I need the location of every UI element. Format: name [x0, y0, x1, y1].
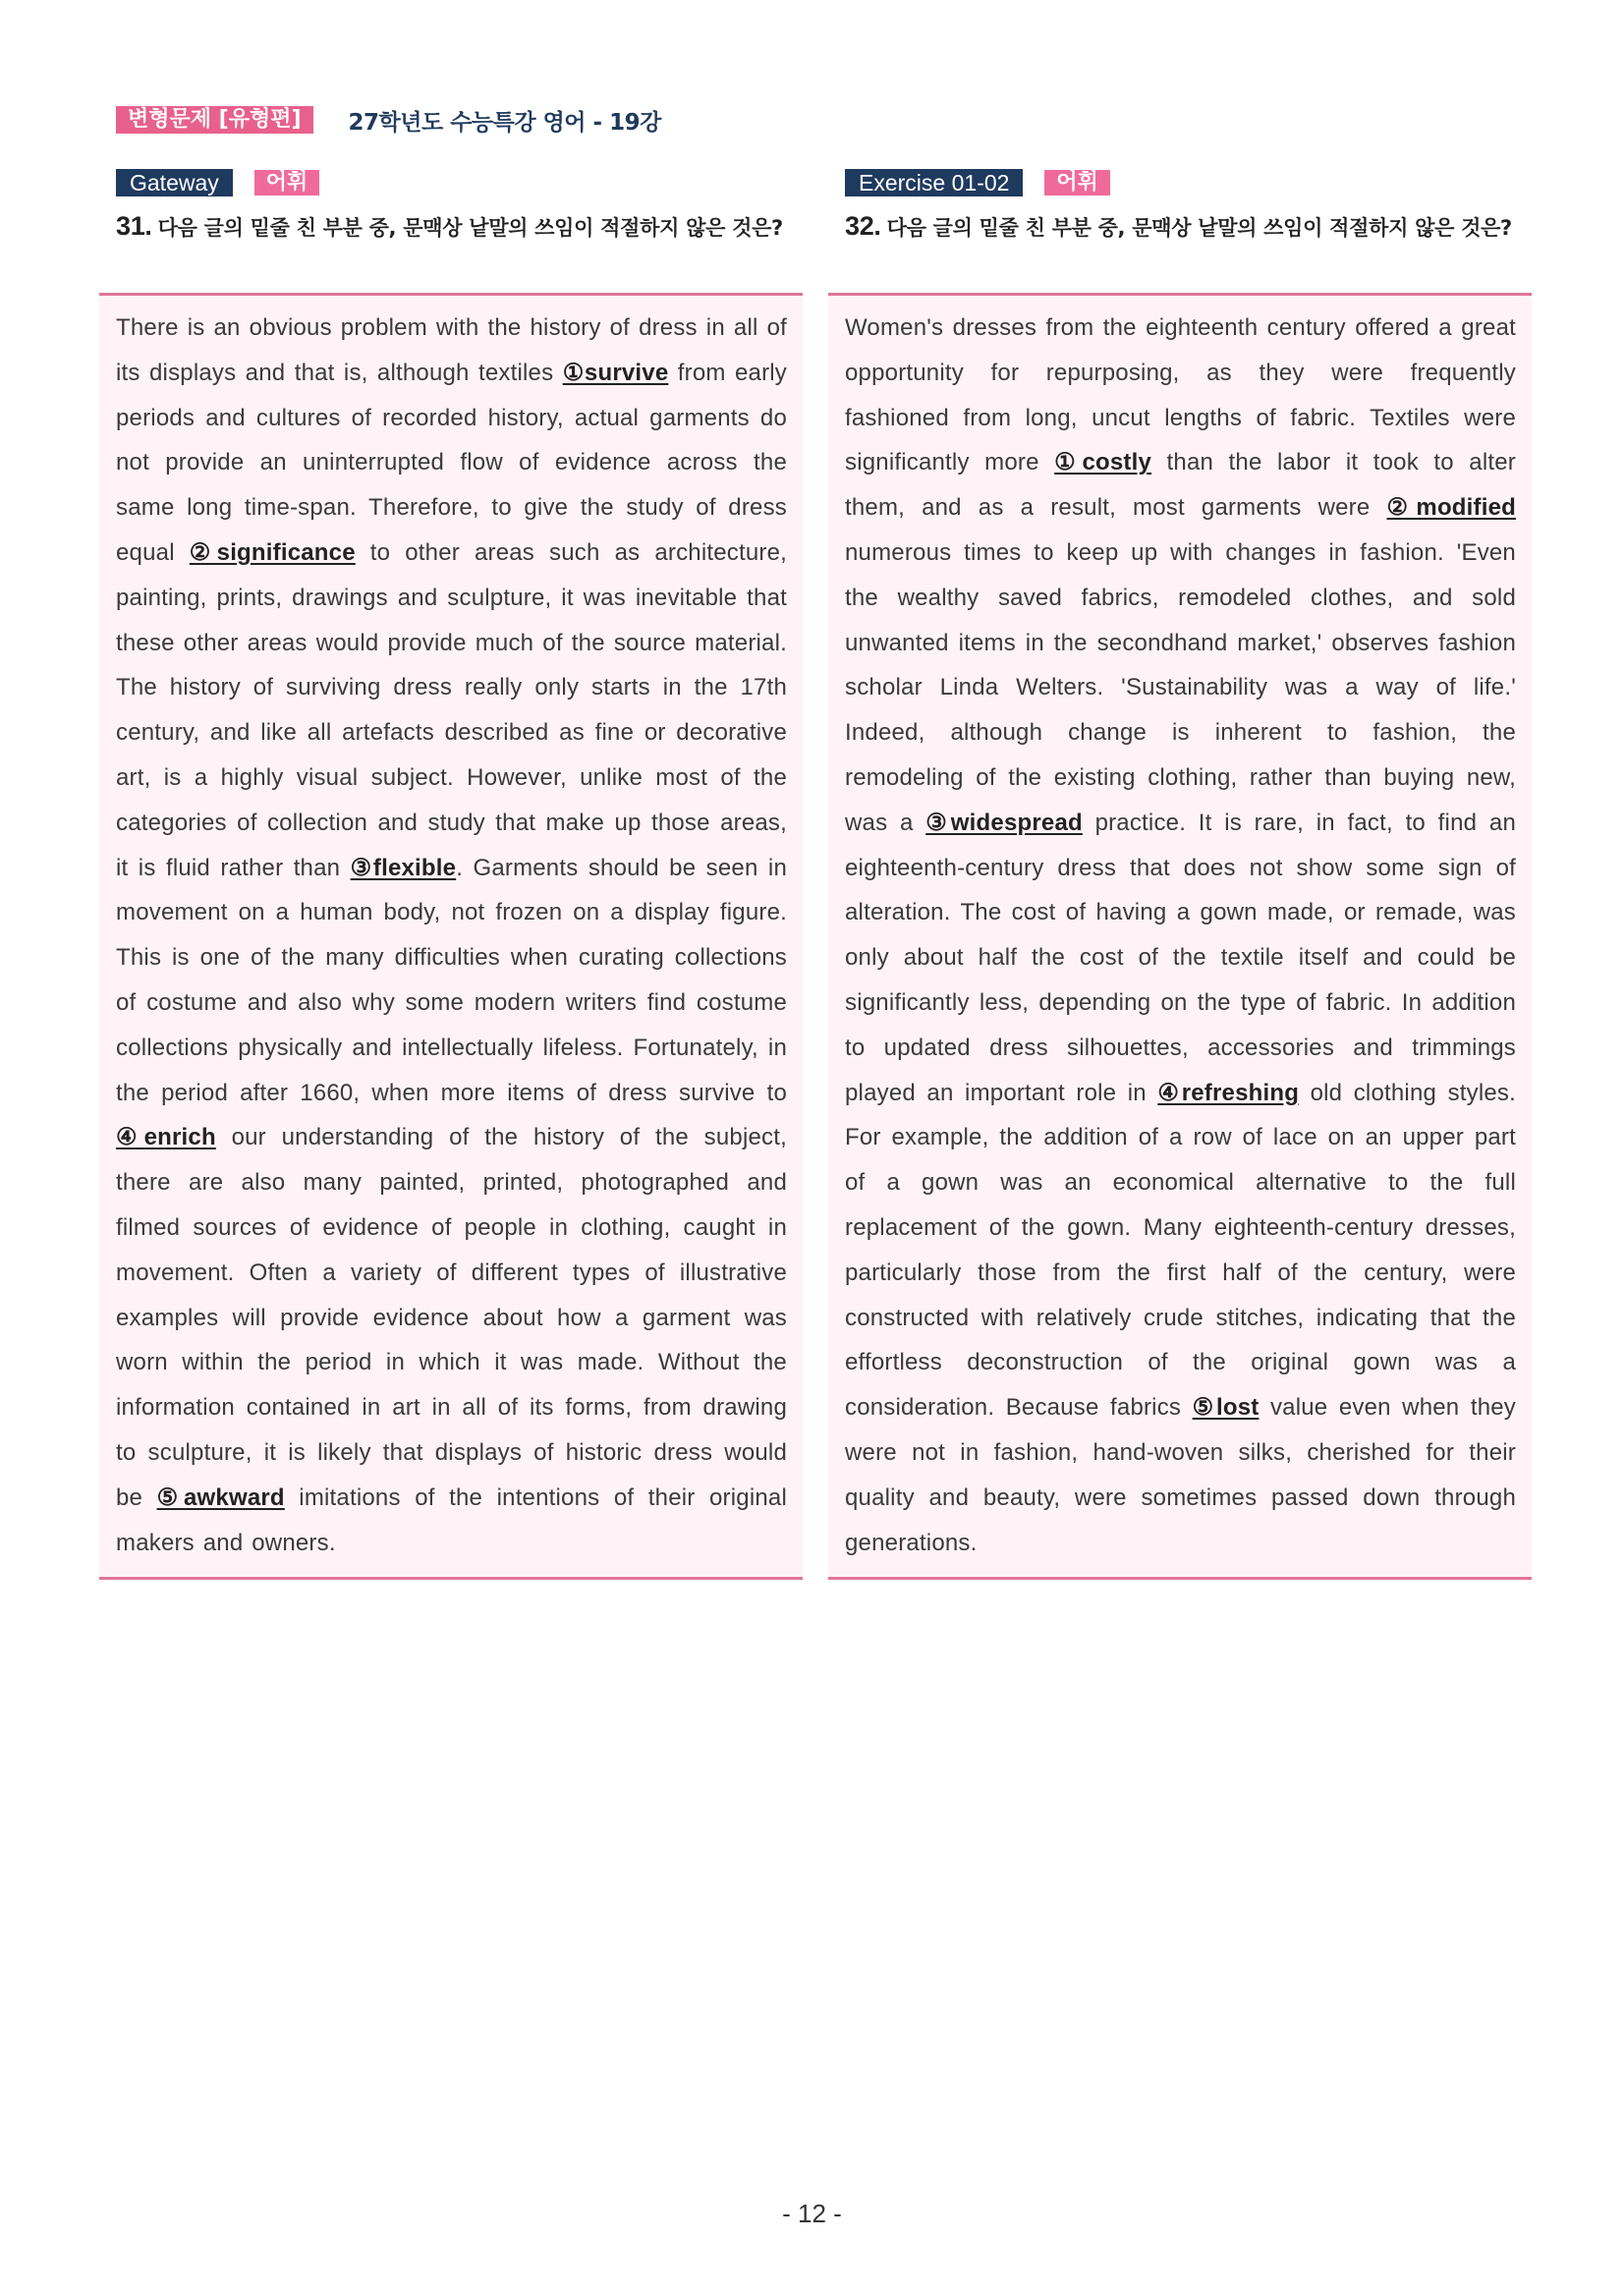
passage-text: to other areas such as architecture, painting, prints, drawings and sculpture, it was inevitable that these other areas would provide much of the source material. The history of surviving dress really only starts in the 17th century, and like all artefacts described as fine or decorative art, is a highly visual subject. However, unlike most of the categories of collection and study that make up those areas, it is fluid rather than: [116, 538, 788, 881]
question-32: [828, 208, 1532, 283]
underlined-word-4: ④refreshing: [1157, 1079, 1300, 1106]
header-tag: 변형문제 [유형편]: [116, 106, 313, 134]
passage-31: [99, 296, 803, 1577]
passage-text: from early periods and cultures of recorded history, actual garments do not provide an uninterrupted flow of evidence across the same long time-span. Therefore, to give the study of dress equal: [116, 359, 787, 566]
underlined-word-2: ②significance: [189, 538, 356, 566]
right-column: [828, 169, 1532, 1580]
question-31: [99, 208, 803, 283]
vocab-tag: 어휘: [1044, 170, 1110, 196]
bottom-divider: [99, 1577, 803, 1580]
underlined-word-1: ①survive: [562, 359, 669, 386]
gateway-tag: Gateway: [116, 169, 233, 196]
underlined-word-1: ①costly: [1054, 449, 1152, 476]
left-tags: [99, 169, 803, 196]
bottom-divider: [828, 1577, 1532, 1580]
right-tags: [828, 169, 1532, 196]
underlined-word-5: ⑤lost: [1192, 1394, 1260, 1422]
passage-text: imitations of the intentions of their original makers and owners.: [116, 1484, 787, 1556]
passage-text: practice. It is rare, in fact, to find an eighteenth-century dress that does not show some sign of alteration. The cost of having a gown made, or remade, was only about half the cost of the textile itself and could be significantly less, depending on the type of fabric. In addition to updated dress silhouettes, accessories and trimmings played an important role in: [845, 809, 1516, 1106]
page-header: [116, 104, 661, 136]
passage-text: numerous times to keep up with changes in fashion. 'Even the wealthy saved fabrics, remodeled clothes, and sold unwanted items in the secondhand market,' observes fashion scholar Linda Welters. 'Sustainability was a way of life.' Indeed, although change is inherent to fashion, the remodeling of the existing clothing, rather than buying new, was a: [845, 538, 1516, 836]
page-number: - 12 -: [782, 2199, 842, 2228]
underlined-word-3: ③widespread: [925, 809, 1083, 836]
passage-text: value even when they were not in fashion, hand-woven silks, cherished for their quality and beauty, were sometimes passed down through generations.: [845, 1394, 1517, 1556]
passage-text: . Garments should be seen in movement on a human body, not frozen on a display figure. This is one of the many difficulties when curating collections of costume and also why some modern writers find costume collections physically and intellectually lifeless. Fortunately, in the period after 1660, when more items of dress survive to: [116, 854, 788, 1106]
question-text: 다음 글의 밑줄 친 부분 중, 문맥상 낱말의 쓰임이 적절하지 않은 것은?: [886, 216, 1512, 240]
passage-text: our understanding of the history of the subject, there are also many painted, printed, photographed and filmed sources of evidence of people in clothing, caught in movement. Often a variety of different types of illustrative examples will provide evidence about how a garment was worn within the period in which it was made. Without the information contained in art in all of its forms, from drawing to sculpture, it is likely that displays of historic dress would be: [116, 1124, 787, 1511]
exercise-tag: Exercise 01-02: [845, 169, 1023, 196]
passage-text: There is an obvious problem with the history of dress in all of its displays and that is, although textiles: [116, 314, 787, 386]
header-title: 27학년도 수능특강 영어 - 19강: [348, 109, 661, 136]
underlined-word-5: ⑤awkward: [156, 1484, 285, 1511]
left-column: [99, 169, 803, 1580]
question-number: 31.: [116, 211, 152, 241]
underlined-word-2: ②modified: [1386, 494, 1517, 522]
passage-text: Women's dresses from the eighteenth century offered a great opportunity for repurposing, as they were frequently fashioned from long, uncut lengths of fabric. Textiles were significantly more: [845, 314, 1516, 476]
passage-text: than the labor it took to alter them, and as a result, most garments were: [845, 449, 1516, 522]
underlined-word-3: ③flexible: [350, 854, 457, 881]
underlined-word-4: ④enrich: [116, 1124, 216, 1151]
passage-text: old clothing styles. For example, the addition of a row of lace on an upper part of a gown was an economical alternative to the full replacement of the gown. Many eighteenth-century dresses, particularly those from the first half of the century, were constructed with relatively crude stitches, indicating that the effortless deconstruction of the original gown was a consideration. Because fabrics: [845, 1079, 1516, 1422]
question-number: 32.: [845, 211, 881, 241]
question-text: 다음 글의 밑줄 친 부분 중, 문맥상 낱말의 쓰임이 적절하지 않은 것은?: [157, 216, 783, 240]
vocab-tag: 어휘: [254, 170, 320, 196]
passage-32: [828, 296, 1532, 1577]
